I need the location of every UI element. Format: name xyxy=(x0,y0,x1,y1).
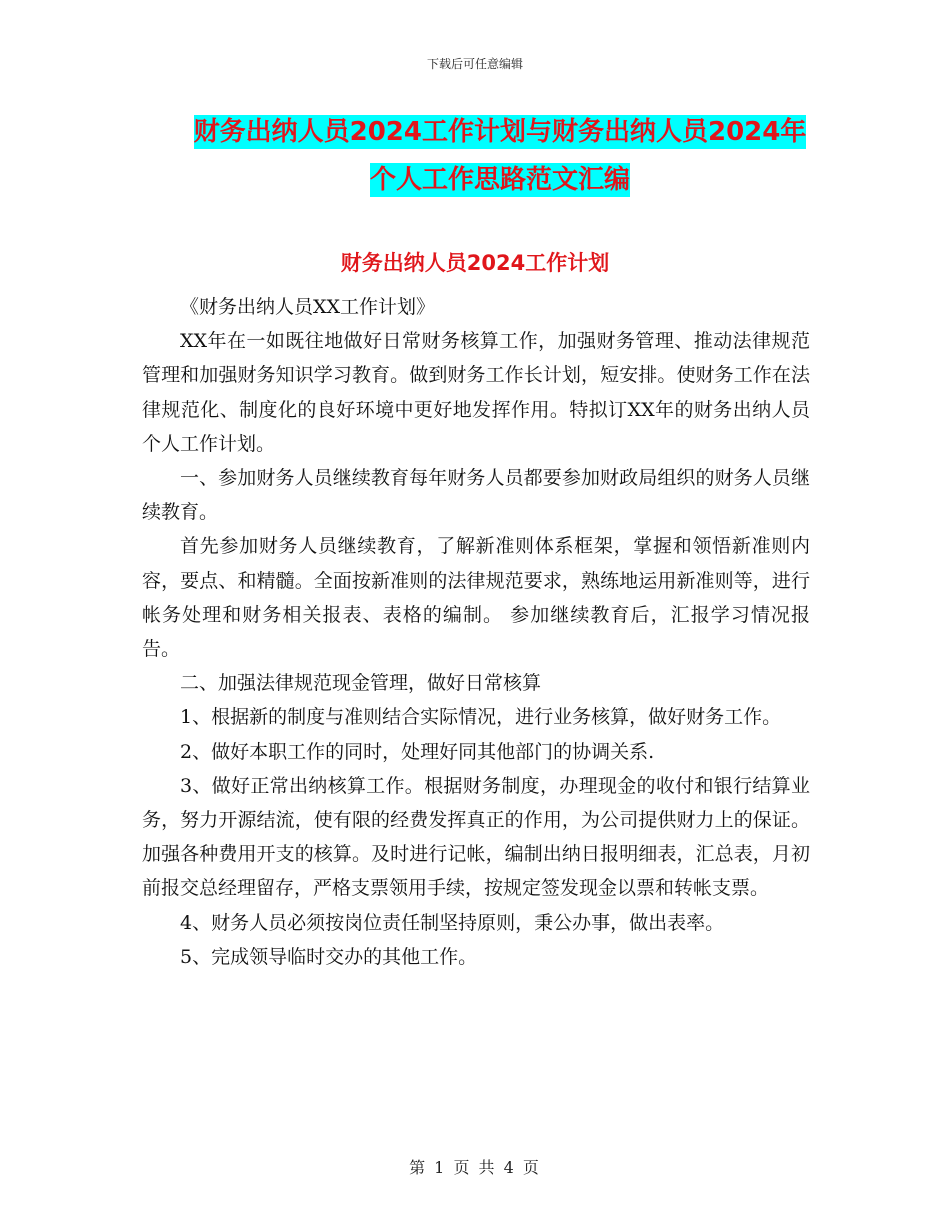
document-body xyxy=(142,290,810,974)
paragraph: 5、完成领导临时交办的其他工作。 xyxy=(180,945,478,968)
paragraph: XX年在一如既往地做好日常财务核算工作，加强财务管理、推动法律规范管理和加强财务知识学习教育。做到财务工作长计划，短安排。使财务工作在法律规范化、制度化的良好环境中更好地发挥作用。特拟订XX年的财务出纳人员个人工作计划。 xyxy=(142,330,810,455)
paragraph: 《财务出纳人员XX工作计划》 xyxy=(180,296,436,318)
paragraph: 3、做好正常出纳核算工作。根据财务制度，办理现金的收付和银行结算业务，努力开源结流，使有限的经费发挥真正的作用，为公司提供财力上的保证。加强各种费用开支的核算。及时进行记帐，编制出纳日报明细表，汇总表，月初前报交总经理留存，严格支票领用手续，按规定签发现金以票和转帐支票。 xyxy=(142,774,810,900)
paragraph: 首先参加财务人员继续教育，了解新准则体系框架，掌握和领悟新准则内容，要点、和精髓。全面按新准则的法律规范要求，熟练地运用新准则等，进行帐务处理和财务相关报表、表格的编制。 参加继续教育后，汇报学习情况报告。 xyxy=(142,535,810,661)
paragraph: 二、加强法律规范现金管理，做好日常核算 xyxy=(180,672,542,695)
page-footer: 第 1 页 共 4 页 xyxy=(409,1158,541,1177)
paragraph: 1、根据新的制度与准则结合实际情况，进行业务核算，做好财务工作。 xyxy=(180,706,782,729)
document-title xyxy=(190,108,810,204)
title-line-1: 财务出纳人员2024工作计划与财务出纳人员2024年 xyxy=(193,117,807,147)
section-title: 财务出纳人员2024工作计划 xyxy=(340,251,610,275)
paragraph: 2、做好本职工作的同时，处理好同其他部门的协调关系. xyxy=(180,740,655,763)
header-note: 下载后可任意编辑 xyxy=(426,57,523,71)
title-line-2: 个人工作思路范文汇编 xyxy=(369,165,630,195)
paragraph: 一、参加财务人员继续教育每年财务人员都要参加财政局组织的财务人员继续教育。 xyxy=(142,467,810,524)
paragraph: 4、财务人员必须按岗位责任制坚持原则，秉公办事，做出表率。 xyxy=(180,911,725,934)
